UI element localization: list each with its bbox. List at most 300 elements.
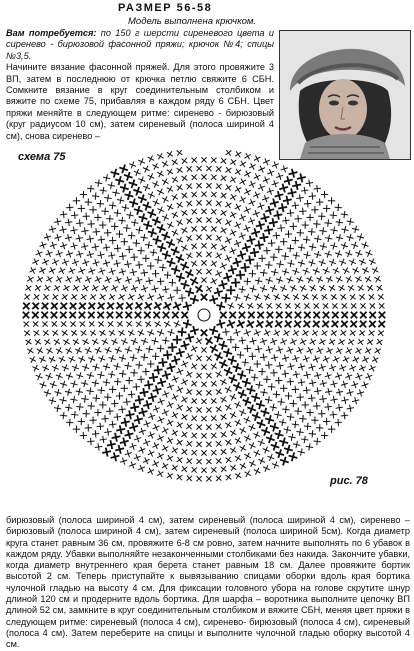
stitch-symbol [240, 271, 241, 280]
stitch-symbol [25, 286, 31, 290]
stitch-symbol [279, 422, 286, 423]
stitch-symbol [31, 356, 35, 362]
stitch-symbol [102, 286, 108, 290]
stitch-symbol [157, 281, 164, 282]
stitch-symbol [244, 436, 251, 439]
stitch-symbol [176, 239, 182, 242]
stitch-symbol [326, 349, 333, 352]
stitch-symbol [137, 321, 141, 327]
stitch-symbol [290, 340, 297, 343]
stitch-symbol [239, 429, 246, 432]
stitch-symbol [270, 426, 279, 428]
stitch-symbol [353, 358, 360, 361]
stitch-symbol [186, 320, 188, 329]
stitch-symbol [222, 332, 229, 333]
stitch-symbol [319, 399, 326, 400]
stitch-symbol [295, 303, 300, 309]
stitch-symbol [284, 429, 291, 430]
stitch-symbol [328, 276, 331, 283]
stitch-symbol [235, 456, 241, 460]
stitch-symbol [182, 176, 188, 180]
stitch-symbol [303, 390, 310, 391]
stitch-symbol [81, 231, 88, 232]
stitch-symbol [76, 238, 83, 239]
stitch-symbol [59, 269, 66, 272]
stitch-symbol [124, 418, 126, 427]
stitch-symbol [287, 381, 294, 382]
stitch-symbol [192, 363, 196, 369]
stitch-symbol [225, 388, 231, 391]
stitch-symbol [181, 246, 187, 250]
stitch-symbol [95, 182, 102, 183]
stitch-symbol [216, 201, 221, 207]
stitch-symbol [284, 294, 288, 300]
stitch-symbol [45, 339, 49, 345]
stitch-symbol [74, 411, 75, 418]
stitch-symbol [93, 231, 100, 232]
stitch-symbol [230, 466, 236, 470]
stitch-symbol [93, 339, 97, 345]
stitch-symbol [139, 217, 148, 219]
stitch-symbol [303, 294, 307, 300]
stitch-symbol [48, 348, 52, 354]
stitch-symbol [192, 346, 196, 352]
stitch-symbol [28, 348, 32, 354]
stitch-symbol [216, 407, 222, 411]
stitch-symbol [222, 227, 226, 233]
stitch-symbol [162, 358, 163, 367]
stitch-symbol [44, 286, 50, 290]
stitch-symbol [316, 349, 323, 352]
stitch-symbol [27, 277, 33, 281]
stitch-symbol [162, 180, 168, 184]
stitch-symbol [177, 439, 181, 445]
stitch-symbol [286, 196, 288, 205]
stitch-symbol [302, 331, 308, 335]
stitch-symbol [300, 194, 301, 201]
stitch-symbol [187, 406, 191, 412]
stitch-symbol [259, 241, 260, 250]
stitch-symbol [216, 424, 222, 429]
stitch-symbol [217, 270, 220, 277]
stitch-symbol [235, 421, 241, 425]
stitch-symbol [187, 424, 192, 430]
stitch-symbol [248, 303, 252, 309]
stitch-symbol [246, 189, 249, 196]
stitch-symbol [97, 203, 104, 204]
stitch-symbol [151, 393, 153, 402]
stitch-symbol [109, 295, 115, 299]
stitch-symbol [324, 407, 331, 408]
stitch-symbol [38, 348, 42, 354]
stitch-symbol [187, 441, 192, 447]
stitch-symbol [103, 247, 110, 248]
stitch-symbol [263, 233, 265, 242]
size-heading: РАЗМЕР 56-58 [118, 2, 212, 14]
stitch-symbol [77, 347, 80, 354]
stitch-symbol [360, 294, 365, 300]
stitch-symbol [332, 294, 336, 300]
stitch-symbol [111, 371, 112, 378]
stitch-symbol [335, 422, 342, 423]
stitch-symbol [110, 440, 112, 449]
stitch-symbol [236, 204, 240, 210]
stitch-symbol [276, 303, 280, 309]
stitch-symbol [81, 330, 85, 336]
stitch-symbol [249, 462, 255, 465]
stitch-symbol [312, 243, 313, 250]
stitch-symbol [156, 386, 158, 395]
stitch-symbol [256, 404, 265, 406]
stitch-symbol [177, 474, 181, 480]
stitch-symbol [329, 340, 335, 344]
stitch-symbol [240, 446, 246, 450]
stitch-symbol [70, 230, 77, 231]
stitch-symbol [131, 391, 132, 398]
stitch-symbol [66, 207, 73, 208]
stitch-symbol [114, 213, 121, 214]
stitch-symbol [241, 362, 248, 363]
stitch-symbol [173, 447, 177, 453]
stitch-symbol [177, 457, 181, 463]
stitch-symbol [117, 200, 124, 201]
stitch-symbol [186, 236, 192, 240]
stitch-symbol [178, 422, 182, 428]
stitch-symbol [146, 280, 153, 281]
stitch-symbol [216, 390, 222, 394]
chart-stitches [23, 150, 385, 481]
stitch-symbol [247, 389, 256, 391]
stitch-symbol [135, 265, 142, 266]
stitch-symbol [181, 193, 187, 197]
stitch-symbol [192, 381, 196, 387]
stitch-symbol [231, 229, 234, 236]
stitch-symbol [237, 355, 244, 356]
stitch-symbol [182, 397, 186, 403]
stitch-symbol [325, 391, 332, 392]
stitch-symbol [178, 298, 185, 299]
stitch-symbol [197, 338, 201, 344]
stitch-symbol [90, 295, 96, 299]
stitch-symbol [309, 179, 310, 186]
stitch-symbol [233, 366, 242, 368]
stitch-symbol [240, 251, 242, 260]
stitch-symbol [163, 463, 167, 469]
stitch-symbol [184, 341, 186, 350]
stitch-symbol [187, 371, 191, 377]
stitch-symbol [111, 287, 118, 290]
stitch-symbol [220, 380, 226, 384]
stitch-symbol [126, 214, 133, 215]
stitch-symbol [223, 352, 232, 354]
stitch-symbol [160, 345, 161, 352]
stitch-symbol [68, 404, 69, 411]
stitch-symbol [306, 446, 313, 447]
stitch-symbol [177, 151, 183, 155]
stitch-symbol [221, 193, 225, 199]
stitch-symbol [246, 171, 250, 177]
stitch-symbol [118, 220, 125, 221]
stitch-symbol [139, 395, 141, 404]
stitch-symbol [268, 206, 270, 215]
stitch-symbol [221, 175, 225, 181]
stitch-symbol [249, 444, 256, 447]
stitch-symbol [87, 347, 90, 354]
stitch-symbol [138, 295, 145, 298]
stitch-symbol [365, 349, 371, 353]
stitch-symbol [237, 374, 246, 376]
stitch-symbol [143, 224, 152, 226]
stitch-symbol [287, 417, 294, 418]
stitch-symbol [103, 339, 107, 345]
stitch-symbol [99, 295, 105, 299]
stitch-symbol [293, 374, 300, 375]
stitch-symbol [135, 303, 142, 308]
stitch-symbol [261, 411, 270, 413]
stitch-symbol [308, 398, 315, 399]
stitch-symbol [275, 294, 279, 300]
stitch-symbol [379, 294, 384, 300]
stitch-symbol [235, 474, 241, 478]
stitch-symbol [172, 231, 179, 234]
stitch-symbol [205, 338, 212, 343]
stitch-symbol [291, 188, 293, 197]
intro-paragraph: Начините вязание фасонной пряжей. Для этого провяжите 3 ВП, затем в последнюю от крючка петлю свяжите 6 СБН. Сомкните вязание в круг соединительным столбиком и вяжите по схеме 75, прибавляя в каждом ряду 6 СБН. Цвет пряжи меняйте в следующем ритме: сиренево - бирюзовый (круг радиусом 10 см), затем сиреневый (полоса шириной 4 см), снова сиренево – [6, 62, 274, 142]
stitch-symbol [221, 415, 227, 419]
stitch-symbol [339, 340, 345, 344]
stitch-symbol [259, 221, 261, 230]
stitch-symbol [367, 340, 373, 344]
stitch-symbol [123, 228, 130, 229]
stitch-symbol [277, 211, 279, 220]
stitch-symbol [209, 329, 218, 331]
stitch-symbol [164, 275, 171, 276]
stitch-symbol [173, 430, 177, 436]
stitch-symbol [163, 445, 167, 451]
stitch-symbol [227, 237, 230, 243]
stitch-symbol [148, 380, 149, 389]
stitch-symbol [172, 213, 178, 217]
stitch-symbol [141, 272, 148, 273]
stitch-symbol [115, 179, 124, 181]
stitch-symbol [333, 212, 334, 219]
stitch-symbol [115, 433, 117, 442]
stitch-symbol [26, 339, 30, 345]
stitch-symbol [285, 253, 286, 260]
stitch-symbol [286, 303, 291, 309]
center-ring [198, 309, 210, 321]
stitch-symbol [226, 185, 230, 191]
stitch-symbol [183, 379, 187, 385]
stitch-symbol [212, 243, 216, 249]
stitch-symbol [268, 387, 275, 388]
stitch-symbol [244, 454, 250, 458]
stitch-symbol [333, 227, 334, 234]
stitch-symbol [263, 269, 264, 276]
stitch-symbol [242, 286, 243, 293]
stitch-symbol [279, 261, 280, 268]
stitch-symbol [306, 236, 307, 243]
stitch-symbol [172, 160, 178, 164]
stitch-symbol [217, 218, 221, 224]
stitch-symbol [319, 340, 325, 344]
instructions-continued [6, 515, 410, 651]
stitch-symbol [260, 357, 267, 358]
stitch-symbol [176, 276, 185, 278]
stitch-symbol [64, 339, 68, 345]
stitch-symbol [162, 198, 169, 201]
stitch-symbol [165, 321, 169, 327]
stitch-symbol [265, 418, 274, 420]
stitch-symbol [221, 432, 227, 436]
stitch-symbol [337, 276, 341, 282]
stitch-symbol [154, 260, 161, 261]
stitch-symbol [34, 330, 39, 336]
stitch-symbol [159, 267, 166, 268]
stitch-symbol [55, 339, 59, 345]
stitch-symbol [181, 284, 190, 286]
stitch-symbol [119, 256, 126, 257]
stitch-symbol [154, 442, 157, 449]
stitch-symbol [76, 223, 83, 224]
stitch-symbol [178, 404, 182, 410]
stitch-symbol [312, 192, 313, 199]
stitch-symbol [330, 414, 337, 415]
stitch-symbol [350, 218, 351, 225]
stitch-symbol [50, 356, 53, 363]
stitch-symbol [321, 331, 327, 335]
stitch-symbol [167, 170, 173, 174]
stitch-symbol [373, 267, 377, 273]
stitch-symbol [369, 331, 375, 336]
stitch-symbol [287, 176, 289, 185]
stitch-symbol [71, 215, 78, 216]
stitch-symbol [177, 203, 183, 207]
stitch-symbol [84, 339, 88, 345]
stitch-symbol [182, 466, 187, 472]
stitch-symbol [246, 153, 250, 159]
stitch-symbol [369, 294, 374, 300]
stitch-symbol [131, 222, 138, 223]
stitch-symbol [222, 280, 224, 289]
stitch-symbol [355, 349, 361, 353]
stitch-symbol [283, 331, 289, 335]
stitch-symbol [178, 386, 181, 392]
stitch-symbol [267, 303, 271, 309]
stitch-symbol [182, 414, 186, 420]
stitch-symbol [168, 420, 172, 426]
stitch-symbol [186, 184, 192, 189]
stitch-symbol [358, 340, 364, 344]
schema-label: схема 75 [18, 151, 65, 163]
stitch-symbol [30, 269, 36, 273]
stitch-symbol [132, 423, 134, 432]
stitch-symbol [236, 169, 240, 175]
stitch-symbol [125, 194, 134, 196]
stitch-symbol [183, 305, 192, 307]
stitch-symbol [245, 243, 247, 252]
woman-portrait-image [280, 31, 410, 159]
stitch-symbol [118, 445, 120, 454]
stitch-symbol [39, 269, 45, 272]
stitch-symbol [251, 163, 254, 169]
stitch-symbol [126, 398, 127, 405]
stitch-symbol [120, 425, 122, 434]
stitch-symbol [52, 295, 58, 299]
stitch-symbol [225, 440, 231, 444]
stitch-symbol [349, 285, 353, 291]
stitch-symbol [230, 396, 237, 399]
stitch-symbol [112, 421, 113, 428]
stitch-symbol [173, 394, 176, 401]
stitch-symbol [110, 330, 114, 336]
stitch-symbol [118, 295, 124, 299]
stitch-symbol [296, 181, 298, 190]
stitch-symbol [153, 373, 154, 382]
stitch-symbol [207, 269, 212, 275]
stitch-symbol [82, 286, 88, 290]
stitch-symbol [241, 196, 244, 203]
stitch-symbol [158, 471, 162, 477]
intro-text-block [6, 28, 274, 142]
stitch-symbol [282, 203, 284, 212]
stitch-symbol [75, 278, 82, 281]
stitch-symbol [123, 438, 125, 447]
stitch-symbol [103, 436, 104, 443]
figure-label: рис. 78 [330, 475, 368, 487]
stitch-symbol [182, 449, 186, 455]
stitch-symbol [185, 291, 194, 293]
stitch-symbol [207, 286, 211, 292]
stitch-symbol [118, 321, 123, 327]
stitch-symbol [317, 235, 318, 242]
stitch-symbol [60, 214, 67, 215]
stitch-symbol [81, 295, 87, 299]
stitch-symbol [292, 424, 299, 425]
stitch-symbol [318, 276, 321, 283]
stitch-symbol [95, 430, 96, 437]
stitch-symbol [104, 198, 111, 199]
stitch-symbol [348, 340, 354, 344]
stitch-symbol [275, 433, 284, 435]
stitch-symbol [304, 426, 311, 427]
stitch-symbol [85, 278, 92, 281]
stitch-symbol [230, 448, 236, 452]
stitch-symbol [250, 236, 252, 245]
stitch-symbol [186, 254, 192, 258]
stitch-symbol [149, 468, 152, 475]
stitch-symbol [220, 398, 226, 402]
stitch-symbol [258, 277, 259, 284]
stitch-symbol [149, 346, 150, 353]
stitch-symbol [310, 340, 316, 344]
stitch-symbol [62, 295, 68, 299]
stitch-symbol [162, 254, 171, 256]
stitch-symbol [192, 398, 197, 404]
stitch-symbol [90, 438, 91, 445]
stitch-symbol [128, 235, 135, 236]
stitch-symbol [157, 154, 163, 158]
stitch-symbol [153, 239, 162, 241]
stitch-symbol [193, 326, 195, 335]
stitch-symbol [239, 340, 246, 341]
stitch-symbol [177, 185, 183, 189]
stitch-symbol [43, 295, 49, 300]
stitch-symbol [212, 278, 216, 284]
stitch-symbol [100, 190, 107, 191]
stitch-symbol [265, 294, 268, 301]
stitch-symbol [137, 415, 139, 424]
